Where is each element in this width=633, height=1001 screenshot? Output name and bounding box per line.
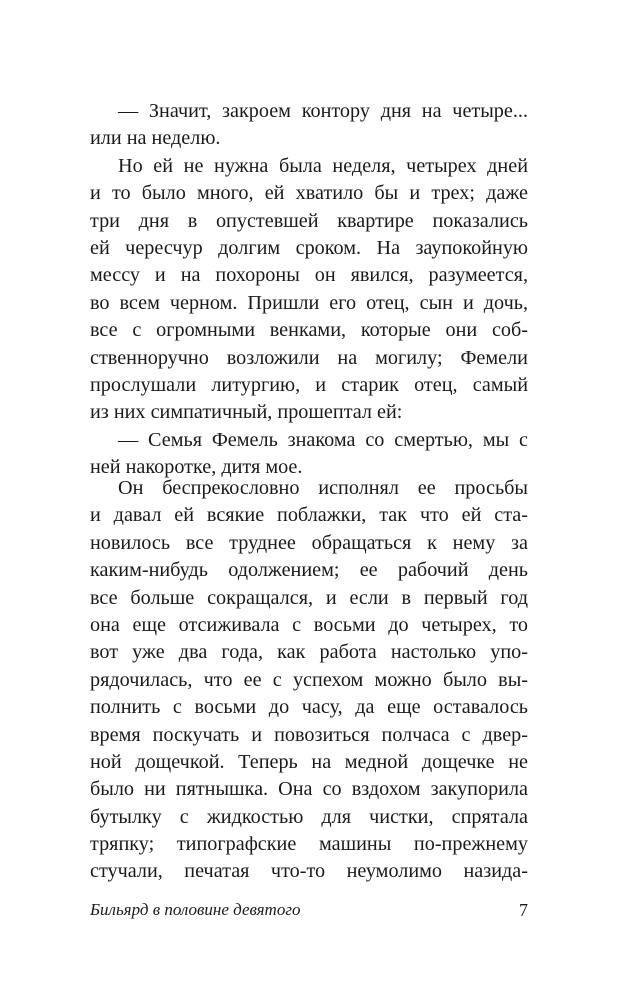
text-line: было ни пятнышка. Она со вздохом закупорила [90,778,528,801]
text-line: мессу и на похороны он явился, разумеется, [90,264,528,287]
text-line: вот уже два года, как работа настолько упо- [90,641,528,664]
text-line: и давал ей всякие поблажки, так что ей ста- [90,504,528,527]
text-block-2 [90,475,528,886]
text-line: время поскучать и повозиться полчаса с двер- [90,723,528,746]
running-title: Бильярд в половине девятого [90,900,301,919]
text-line: она еще отсиживала с восьми до четырех, то [90,613,528,636]
text-line: полнить с восьми до часу, да еще оставалось [90,696,528,719]
text-line: во всем черном. Пришли его отец, сын и дочь, [90,291,528,314]
text-line: — Семья Фемель знакома со смертью, мы с [118,428,528,451]
text-line: каким-нибудь одолжением; ее рабочий день [90,559,528,582]
text-line: три дня в опустевшей квартире показались [90,209,528,232]
text-line: — Значит, закроем контору дня на четыре... [118,100,528,122]
text-line: тряпку; типографские машины по-прежнему [90,833,528,856]
page-footer [90,897,528,923]
text-line: или на неделю. [90,127,221,150]
text-line: рядочилась, что ее с успехом можно было вы- [90,668,528,691]
text-line: прослушали литургию, и старик отец, самый [90,373,528,396]
text-line: новилось все труднее обращаться к нему за [90,531,528,554]
text-line: бутылку с жидкостью для чистки, спрятала [90,805,528,828]
text-line: ственноручно возложили на могилу; Фемели [90,346,528,369]
text-block-1 [90,98,528,481]
text-line: ней накоротке, дитя мое. [90,456,303,479]
text-line: стучали, печатая что-то неумолимо назида- [90,860,528,883]
text-line: все с огромными венками, которые они соб- [90,319,528,342]
text-line: из них симпатичный, прошептал ей: [90,401,403,424]
text-line: ной дощечкой. Теперь на медной дощечке не [90,750,528,773]
text-line: все больше сокращался, и если в первый год [90,586,528,609]
text-line: Но ей не нужна была неделя, четырех дней [118,154,528,177]
page-number: 7 [519,900,528,920]
text-line: Он беспрекословно исполнял ее просьбы [118,477,528,499]
text-line: ей чересчур долгим сроком. На заупокойную [90,236,528,259]
text-line: и то было много, ей хватило бы и трех; даже [90,182,528,205]
